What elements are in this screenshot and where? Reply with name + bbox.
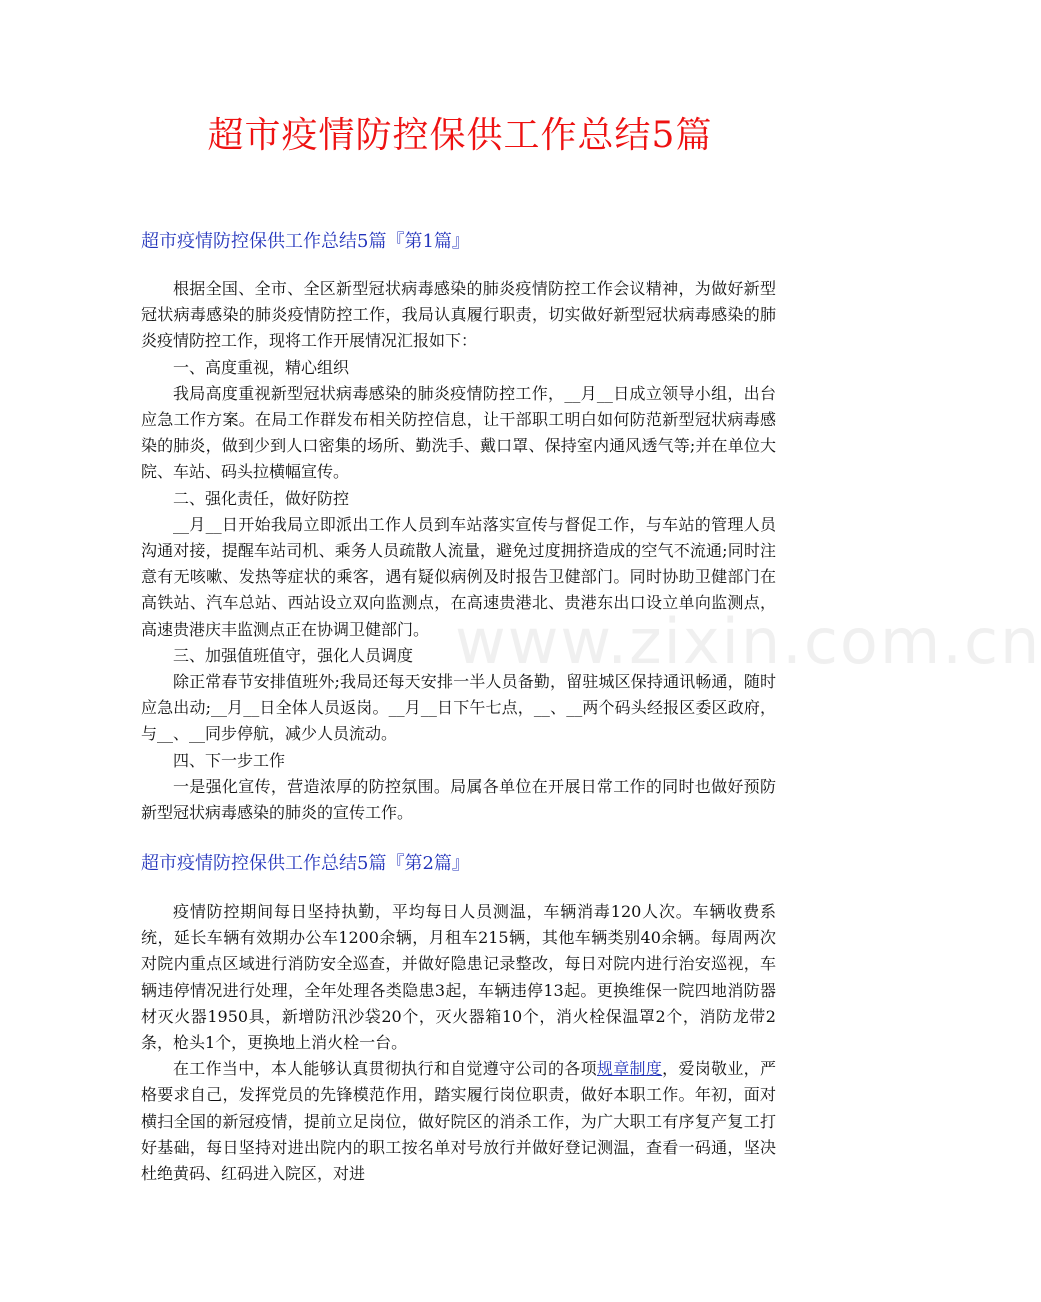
paragraph: 我局高度重视新型冠状病毒感染的肺炎疫情防控工作，__月__日成立领导小组，出台应急工作方案。在局工作群发布相关防控信息，让干部职工明白如何防范新型冠状病毒感染的肺炎，做到少到人口密集的场所、勤洗手、戴口罩、保持室内通风透气等;并在单位大院、车站、码头拉横幅宣传。 [141, 383, 776, 482]
subheading: 三、加强值班值守，强化人员调度 [173, 645, 414, 665]
section-body-1 [141, 276, 776, 826]
paragraph-with-link [141, 1056, 776, 1187]
paragraph: 除正常春节安排值班外;我局还每天安排一半人员备勤，留驻城区保持通讯畅通，随时应急出动;__月__日全体人员返岗。__月__日下午七点，__、__两个码头经报区委区政府，与__、__同步停航，减少人员流动。 [141, 672, 776, 744]
rules-link[interactable]: 规章制度 [596, 1059, 663, 1079]
paragraph: 根据全国、全市、全区新型冠状病毒感染的肺炎疫情防控工作会议精神，为做好新型冠状病毒感染的肺炎疫情防控工作，我局认真履行职责，切实做好新型冠状病毒感染的肺炎疫情防控工作，现将工作开展情况汇报如下： [141, 279, 776, 351]
watermark: www.zixin.com.cn [455, 605, 1041, 678]
paragraph-text: ，爱岗敬业，严格要求自己，发挥党员的先锋模范作用，踏实履行岗位职责，做好本职工作。年初，面对横扫全国的新冠疫情，提前立足岗位，做好院区的消杀工作，为广大职工有序复产复工打好基础，每日坚持对进出院内的职工按名单对号放行并做好登记测温，查看一码通，坚决杜绝黄码、红码进入院区，对进 [141, 1059, 776, 1184]
subheading: 一、高度重视，精心组织 [173, 357, 350, 377]
subheading: 四、下一步工作 [173, 750, 286, 770]
section-heading-2: 超市疫情防控保供工作总结5篇『第2篇』 [141, 853, 470, 874]
paragraph: 疫情防控期间每日坚持执勤，平均每日人员测温，车辆消毒120人次。车辆收费系统，延长车辆有效期办公车1200余辆，月租车215辆，其他车辆类别40余辆。每周两次对院内重点区域进行消防安全巡查，并做好隐患记录整改，每日对院内进行治安巡视，车辆违停情况进行处理，全年处理各类隐患3起，车辆违停13起。更换维保一院四地消防器材灭火器1950具，新增防汛沙袋20个，灭火器箱10个，消火栓保温罩2个，消防龙带2条，枪头1个，更换地上消火栓一台。 [141, 902, 776, 1053]
document-title: 超市疫情防控保供工作总结5篇 [207, 115, 713, 156]
subheading: 二、强化责任，做好防控 [173, 488, 350, 508]
section-heading-1: 超市疫情防控保供工作总结5篇『第1篇』 [141, 231, 470, 252]
paragraph: 一是强化宣传，营造浓厚的防控氛围。局属各单位在开展日常工作的同时也做好预防新型冠状病毒感染的肺炎的宣传工作。 [141, 776, 776, 823]
paragraph-text: 在工作当中，本人能够认真贯彻执行和自觉遵守公司的各项 [173, 1059, 597, 1079]
section-body-2 [141, 899, 776, 1187]
paragraph: __月__日开始我局立即派出工作人员到车站落实宣传与督促工作，与车站的管理人员沟通对接，提醒车站司机、乘务人员疏散人流量，避免过度拥挤造成的空气不流通;同时注意有无咳嗽、发热等症状的乘客，遇有疑似病例及时报告卫健部门。同时协助卫健部门在高铁站、汽车总站、西站设立双向监测点，在高速贵港北、贵港东出口设立单向监测点，高速贵港庆丰监测点正在协调卫健部门。 [141, 514, 776, 639]
